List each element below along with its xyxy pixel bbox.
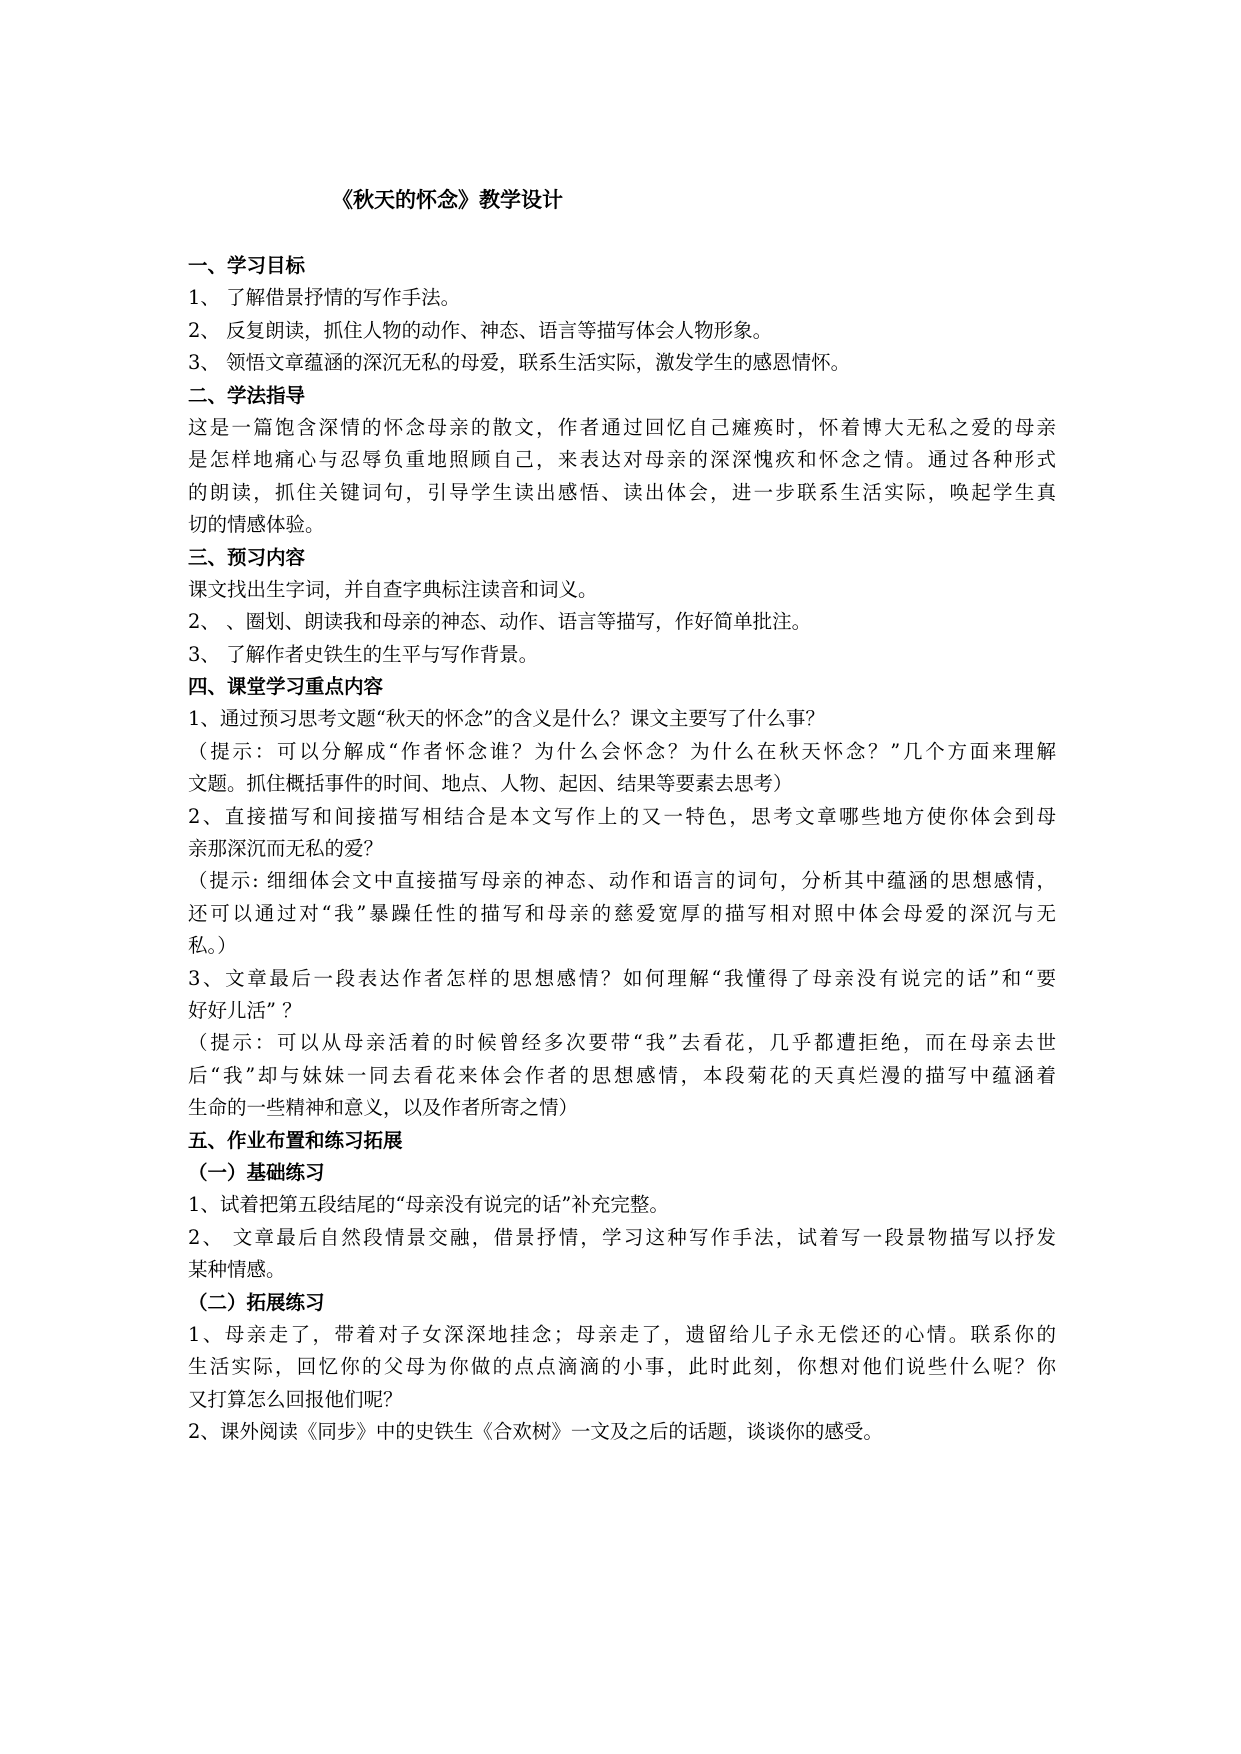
text-line: 生命的一些精神和意义，以及作者所寄之情）: [188, 1096, 579, 1120]
text-line: 某种情感。: [188, 1258, 286, 1282]
text-line: 3、 了解作者史铁生的生平与写作背景。: [188, 642, 539, 666]
text-line: 还可以通过对“我”暴躁任性的描写和母亲的慈爱宽厚的描写相对照中体会母爱的深沉与无: [188, 901, 1056, 925]
section-heading: 三、预习内容: [188, 545, 306, 569]
section-heading: （一）基础练习: [188, 1160, 325, 1184]
text-line: 又打算怎么回报他们呢？: [188, 1387, 403, 1411]
text-line: 1、母亲走了，带着对子女深深地挂念；母亲走了，遗留给儿子永无偿还的心情。联系你的: [188, 1322, 1056, 1346]
text-line: 亲那深沉而无私的爱？: [188, 837, 384, 861]
text-line: 2、 反复朗读，抓住人物的动作、神态、语言等描写体会人物形象。: [188, 318, 773, 342]
section-heading: 一、学习目标: [188, 254, 306, 277]
section-heading: 二、学法指导: [188, 383, 306, 407]
text-line: （提示：可以从母亲活着的时候曾经多次要带“我”去看花，几乎都遭拒绝，而在母亲去世: [188, 1031, 1056, 1055]
text-line: 3、文章最后一段表达作者怎样的思想感情？如何理解“我懂得了母亲没有说完的话”和“要: [188, 966, 1056, 990]
text-line: 2、课外阅读《同步》中的史铁生《合欢树》一文及之后的话题，谈谈你的感受。: [188, 1420, 883, 1444]
text-line: 的朗读，抓住关键词句，引导学生读出感悟、读出体会，进一步联系生活实际，唤起学生真: [188, 480, 1056, 504]
document-body: [188, 250, 1056, 1448]
text-line: （提示: 细细体会文中直接描写母亲的神态、动作和语言的词句，分析其中蕴涵的思想感情，: [188, 869, 1056, 893]
text-line: 1、通过预习思考文题“秋天的怀念”的含义是什么？课文主要写了什么事？: [188, 707, 825, 731]
text-line: 2、 文章最后自然段情景交融，借景抒情，学习这种写作手法，试着写一段景物描写以抒发: [188, 1225, 1056, 1249]
text-line: 3、 领悟文章蕴涵的深沉无私的母爱，联系生活实际，激发学生的感恩情怀。: [188, 351, 851, 375]
text-line: 好好儿活” ？: [188, 998, 302, 1022]
text-line: 1、 了解借景抒情的写作手法。: [188, 286, 461, 310]
text-line: 私。）: [188, 934, 237, 958]
text-line: 文题。抓住概括事件的时间、地点、人物、起因、结果等要素去思考）: [188, 772, 793, 796]
text-line: 2、直接描写和间接描写相结合是本文写作上的又一特色，思考文章哪些地方使你体会到母: [188, 804, 1056, 828]
text-line: 是怎样地痛心与忍辱负重地照顾自己，来表达对母亲的深深愧疚和怀念之情。通过各种形式: [188, 448, 1056, 472]
section-heading: 四、课堂学习重点内容: [188, 675, 384, 699]
document-title: 《秋天的怀念》教学设计: [332, 188, 563, 212]
text-line: 后“我”却与妹妹一同去看花来体会作者的思想感情，本段菊花的天真烂漫的描写中蕴涵着: [188, 1063, 1056, 1087]
section-heading: （二）拓展练习: [188, 1290, 325, 1314]
text-line: 1、试着把第五段结尾的“母亲没有说完的话”补充完整。: [188, 1193, 669, 1217]
text-line: 切的情感体验。: [188, 513, 325, 537]
text-line: 生活实际，回忆你的父母为你做的点点滴滴的小事，此时此刻，你想对他们说些什么呢？你: [188, 1355, 1056, 1379]
text-line: （提示：可以分解成“作者怀念谁？为什么会怀念？为什么在秋天怀念？”几个方面来理解: [188, 739, 1056, 763]
text-line: 这是一篇饱含深情的怀念母亲的散文，作者通过回忆自己瘫痪时，怀着博大无私之爱的母亲: [188, 415, 1056, 439]
text-line: 2、 、圈划、朗读我和母亲的神态、动作、语言等描写，作好简单批注。: [188, 610, 812, 634]
section-heading: 五、作业布置和练习拓展: [188, 1128, 403, 1152]
text-line: 课文找出生字词，并自查字典标注读音和词义。: [188, 577, 598, 601]
